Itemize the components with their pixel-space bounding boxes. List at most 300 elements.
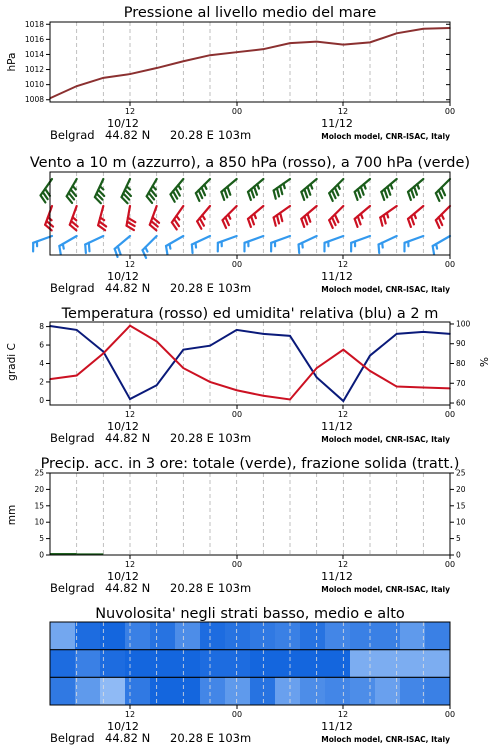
wind-700-barb-feather xyxy=(442,187,446,195)
cloud-cell-basso xyxy=(225,677,251,705)
temp-rh-xtick-label: 00 xyxy=(444,410,456,419)
wind-850-barb-half-feather xyxy=(228,214,230,218)
wind-700-barb-feather xyxy=(274,190,276,198)
wind-10m-barb-feather xyxy=(166,246,167,254)
humidity-point xyxy=(129,398,131,400)
wind-850-barb-feather xyxy=(384,215,386,223)
cloud-cell-medio xyxy=(250,650,276,678)
wind-850-barb xyxy=(301,206,316,227)
wind-10m-barb xyxy=(433,236,450,254)
wind-850-barb-feather xyxy=(436,220,440,228)
cloud-cell-alto xyxy=(350,622,376,650)
cloud-cell-basso xyxy=(200,677,226,705)
wind-700-barb-half-feather xyxy=(153,186,156,190)
wind-850-barb-half-feather xyxy=(442,214,444,218)
wind-10m-barb-feather xyxy=(192,244,193,253)
cloud-cell-alto xyxy=(175,622,201,650)
wind-10m-barb-feather xyxy=(379,244,380,253)
wind-850-barb xyxy=(223,206,237,228)
wind-700-barb-feather xyxy=(439,190,443,198)
temp-rh-credit: Moloch model, CNR-ISAC, Italy xyxy=(321,435,450,444)
wind-title: Vento a 10 m (azzurro), a 850 hPa (rosso), a 700 hPa (verde) xyxy=(29,155,471,171)
humidity-point xyxy=(396,333,398,335)
wind-700-barb-feather xyxy=(408,192,411,200)
humidity-point xyxy=(183,349,185,351)
pressure-xtick-label: 00 xyxy=(231,107,243,116)
wind-700-barb-feather xyxy=(221,192,224,200)
cloud-cell-medio xyxy=(175,650,201,678)
wind-850-barb-feather xyxy=(355,219,358,227)
humidity-point xyxy=(289,335,291,337)
precip-right-ytick-label: 20 xyxy=(456,484,466,494)
wind-credit: Moloch model, CNR-ISAC, Italy xyxy=(321,285,450,294)
rh-ylabel: % xyxy=(479,357,491,367)
wind-700-barb xyxy=(248,179,263,200)
pressure-xtick-label: 12 xyxy=(124,107,136,116)
wind-700-barb-feather xyxy=(411,189,414,197)
wind-10m-barb-half-feather xyxy=(302,243,303,248)
cloud-cell-medio xyxy=(200,650,226,678)
temperature-point xyxy=(209,381,211,383)
cloud-cell-basso xyxy=(275,677,301,705)
pressure-xtick-label: 12 xyxy=(337,107,349,116)
wind-700-barb-feather xyxy=(196,193,200,201)
temperature-point xyxy=(369,370,371,372)
precip-lat: 44.82 N xyxy=(105,581,151,595)
wind-10m-barb xyxy=(351,236,370,251)
cloud-cell-medio xyxy=(275,650,301,678)
cloud-cell-alto xyxy=(100,622,126,650)
clouds-elev: 103m xyxy=(218,731,252,745)
wind-850-barb-feather xyxy=(380,217,382,225)
pressure-point xyxy=(396,33,398,35)
humidity-point xyxy=(209,345,211,347)
precip-credit: Moloch model, CNR-ISAC, Italy xyxy=(321,585,450,594)
pressure-title: Pressione al livello medio del mare xyxy=(123,5,377,21)
temperature-point xyxy=(263,395,265,397)
wind-700-barb xyxy=(147,179,157,203)
pressure-date-label: 10/12 xyxy=(107,117,139,130)
wind-10m-barb xyxy=(379,236,397,253)
precip-ytick-label: 10 xyxy=(34,517,44,527)
humidity-point xyxy=(76,329,78,331)
temp-rh-date-label: 10/12 xyxy=(107,420,139,433)
wind-850-barb-half-feather xyxy=(387,213,388,218)
wind-700-barb xyxy=(122,179,131,203)
cloud-cell-basso xyxy=(50,677,76,705)
precip-right-ytick-label: 10 xyxy=(456,517,466,527)
wind-850-barb xyxy=(248,206,263,227)
pressure-point xyxy=(156,67,158,69)
pressure-ytick-label: 1012 xyxy=(24,65,44,75)
wind-xtick-label: 12 xyxy=(337,260,349,269)
cloud-cell-medio xyxy=(150,650,176,678)
clouds-lon: 20.28 E xyxy=(170,731,214,745)
wind-850-barb-feather xyxy=(128,218,135,222)
pressure-ytick-label: 1008 xyxy=(24,95,44,105)
humidity-point xyxy=(369,355,371,357)
temp-rh-xtick-label: 00 xyxy=(231,410,243,419)
wind-850-barb-feather xyxy=(408,219,411,227)
wind-850-barb xyxy=(436,206,450,228)
wind-700-barb-half-feather xyxy=(391,184,393,188)
wind-10m-barb-feather xyxy=(118,246,121,254)
temp-ytick-label: 2 xyxy=(39,377,44,387)
temperature-point xyxy=(289,399,291,401)
wind-700-barb xyxy=(196,179,210,201)
clouds-title: Nuvolosita' negli strati basso, medio e alto xyxy=(95,606,405,622)
cloud-cell-basso xyxy=(125,677,151,705)
wind-850-barb-feather xyxy=(301,219,304,227)
wind-10m-barb xyxy=(33,236,52,251)
precip-ytick-label: 5 xyxy=(39,534,44,544)
cloud-cell-basso xyxy=(350,677,376,705)
precip-date-label: 10/12 xyxy=(107,570,139,583)
wind-700-barb xyxy=(408,179,423,200)
wind-700-barb-half-feather xyxy=(417,184,419,188)
precip-ylabel: mm xyxy=(6,504,18,526)
wind-850-barb-feather xyxy=(274,217,276,225)
pressure-line xyxy=(50,28,450,98)
wind-700-barb-half-feather xyxy=(338,185,340,189)
temperature-point xyxy=(343,349,345,351)
wind-700-barb-feather xyxy=(224,189,227,197)
cloud-cell-basso xyxy=(175,677,201,705)
cloud-cell-alto xyxy=(150,622,176,650)
wind-10m-barb-half-feather xyxy=(145,247,147,251)
pressure-ytick-label: 1010 xyxy=(24,80,44,90)
temp-rh-lat: 44.82 N xyxy=(105,431,151,445)
wind-700-barb-half-feather xyxy=(73,186,76,190)
wind-10m-barb xyxy=(59,236,76,254)
wind-700-barb-feather xyxy=(358,189,361,197)
rh-ytick-label: 80 xyxy=(456,359,466,368)
wind-700-barb-half-feather xyxy=(178,185,180,189)
cloud-cell-medio xyxy=(400,650,426,678)
temperature-point xyxy=(76,375,78,377)
wind-850-barb xyxy=(355,206,370,227)
humidity-point xyxy=(103,351,105,353)
pressure-ylabel: hPa xyxy=(6,52,18,72)
cloud-cell-alto xyxy=(200,622,226,650)
humidity-point xyxy=(423,331,425,333)
cloud-cell-medio xyxy=(100,650,126,678)
pressure-city: Belgrad xyxy=(50,128,95,142)
clouds-xtick-label: 12 xyxy=(337,710,349,719)
wind-700-barb-feather xyxy=(384,189,387,197)
wind-700-barb-feather xyxy=(414,187,417,195)
wind-700-barb-half-feather xyxy=(204,185,206,189)
wind-10m-barb-half-feather xyxy=(436,244,437,249)
cloud-cell-alto xyxy=(75,622,101,650)
precip-xtick-label: 00 xyxy=(231,560,243,569)
clouds-xtick-label: 12 xyxy=(124,710,136,719)
wind-city: Belgrad xyxy=(50,281,95,295)
wind-700-barb xyxy=(381,179,396,200)
cloud-cell-medio xyxy=(350,650,376,678)
pressure-credit: Moloch model, CNR-ISAC, Italy xyxy=(321,132,450,141)
wind-850-barb-feather xyxy=(307,214,310,222)
temp-ytick-label: 6 xyxy=(39,340,44,350)
wind-10m-barb xyxy=(324,236,343,251)
pressure-ytick-label: 1018 xyxy=(24,19,44,29)
pressure-lon: 20.28 E xyxy=(170,128,214,142)
wind-850-barb-feather xyxy=(280,213,282,221)
precip-ytick-label: 15 xyxy=(34,501,44,511)
pressure-point xyxy=(369,42,371,44)
temperature-point xyxy=(103,353,105,355)
rh-ytick-label: 100 xyxy=(456,319,471,329)
wind-10m-barb xyxy=(166,236,183,254)
wind-700-barb-half-feather xyxy=(311,184,313,188)
wind-700-barb-feather xyxy=(301,192,304,200)
cloud-cell-basso xyxy=(325,677,351,705)
wind-850-barb-feather xyxy=(248,219,251,227)
temp-rh-elev: 103m xyxy=(218,431,252,445)
wind-850-barb-feather xyxy=(411,216,414,224)
temp-ytick-label: 8 xyxy=(39,322,44,332)
wind-10m-barb xyxy=(271,236,290,251)
wind-850-barb-feather xyxy=(197,221,201,228)
wind-850-barb-half-feather xyxy=(176,216,179,220)
pressure-date-label: 11/12 xyxy=(321,117,353,130)
temperature-point xyxy=(236,389,238,391)
pressure-point xyxy=(209,54,211,56)
temp-rh-city: Belgrad xyxy=(50,431,95,445)
wind-700-barb-feather xyxy=(227,187,230,195)
wind-10m-barb xyxy=(85,236,103,253)
wind-700-barb-feather xyxy=(277,188,279,196)
pressure-ytick-label: 1016 xyxy=(24,34,44,44)
wind-10m-barb-feather xyxy=(115,249,118,257)
wind-850-barb-feather xyxy=(200,218,204,225)
pressure-point xyxy=(423,28,425,30)
rh-ytick-label: 90 xyxy=(456,339,466,349)
humidity-point xyxy=(263,333,265,335)
wind-850-barb-half-feather xyxy=(361,214,363,218)
wind-850-barb-feather xyxy=(332,217,336,225)
cloud-cell-alto xyxy=(325,622,351,650)
pressure-point xyxy=(103,77,105,79)
temperature-point xyxy=(316,367,318,369)
humidity-point xyxy=(343,400,345,402)
cloud-cell-basso xyxy=(100,677,126,705)
wind-850-barb-feather xyxy=(439,217,443,225)
precip-frame xyxy=(50,473,450,555)
wind-850-barb xyxy=(197,206,210,229)
temp-ytick-label: 4 xyxy=(39,359,44,368)
wind-700-barb-feather xyxy=(381,192,384,200)
wind-850-barb-half-feather xyxy=(73,217,77,220)
wind-850-barb-feather xyxy=(335,214,339,222)
wind-850-barb-feather xyxy=(304,216,307,224)
wind-10m-barb-feather xyxy=(433,246,434,254)
rh-ytick-label: 70 xyxy=(456,378,466,388)
precip-elev: 103m xyxy=(218,581,252,595)
temperature-point xyxy=(396,386,398,388)
wind-700-barb xyxy=(95,179,104,203)
wind-700-barb-half-feather xyxy=(283,184,284,189)
temp-rh-title: Temperatura (rosso) ed umidita' relativa (blu) a 2 m xyxy=(61,306,439,322)
cloud-cell-medio xyxy=(125,650,151,678)
rh-ytick-label: 60 xyxy=(456,398,466,408)
temperature-point xyxy=(156,341,158,343)
wind-700-barb-feather xyxy=(199,190,203,198)
wind-lat: 44.82 N xyxy=(105,281,151,295)
pressure-lat: 44.82 N xyxy=(105,128,151,142)
wind-700-barb-half-feather xyxy=(100,186,103,189)
precip-right-ytick-label: 0 xyxy=(456,550,461,560)
pressure-elev: 103m xyxy=(218,128,252,142)
cloud-cell-basso xyxy=(250,677,276,705)
clouds-credit: Moloch model, CNR-ISAC, Italy xyxy=(321,735,450,744)
wind-10m-barb xyxy=(404,236,423,251)
cloud-cell-alto xyxy=(400,622,426,650)
cloud-cell-alto xyxy=(300,622,326,650)
wind-850-barb-feather xyxy=(329,220,333,228)
clouds-date-label: 10/12 xyxy=(107,720,139,733)
precip-right-ytick-label: 15 xyxy=(456,501,466,511)
wind-850-barb-half-feather xyxy=(254,214,256,218)
precip-xtick-label: 12 xyxy=(337,560,349,569)
pressure-frame xyxy=(50,22,450,102)
wind-date-label: 11/12 xyxy=(321,270,353,283)
cloud-cell-alto xyxy=(50,622,76,650)
clouds-xtick-label: 00 xyxy=(231,710,243,719)
temperature-point xyxy=(183,367,185,369)
temperature-point xyxy=(129,325,131,327)
pressure-point xyxy=(236,51,238,53)
wind-700-barb xyxy=(436,179,450,201)
wind-850-barb xyxy=(98,206,106,230)
clouds-date-label: 11/12 xyxy=(321,720,353,733)
wind-700-barb-feather xyxy=(335,187,339,195)
wind-700-barb-half-feather xyxy=(364,184,366,188)
temp-rh-xtick-label: 12 xyxy=(337,410,349,419)
wind-700-barb-feather xyxy=(173,191,177,198)
wind-850-barb xyxy=(329,206,343,228)
wind-date-label: 10/12 xyxy=(107,270,139,283)
wind-10m-barb-feather xyxy=(85,244,86,253)
precip-right-ytick-label: 5 xyxy=(456,534,461,544)
wind-700-barb-half-feather xyxy=(127,186,130,189)
wind-700-barb-feather xyxy=(170,194,174,201)
wind-10m-barb-half-feather xyxy=(169,244,170,249)
wind-700-barb-feather xyxy=(280,186,282,194)
wind-lon: 20.28 E xyxy=(170,281,214,295)
wind-850-barb-feather xyxy=(277,215,279,223)
cloud-cell-basso xyxy=(150,677,176,705)
precip-date-label: 11/12 xyxy=(321,570,353,583)
wind-700-barb xyxy=(355,179,370,200)
cloud-cell-medio xyxy=(50,650,76,678)
wind-10m-barb-half-feather xyxy=(63,244,64,249)
cloud-cell-medio xyxy=(75,650,101,678)
wind-850-barb xyxy=(408,206,423,227)
wind-850-barb xyxy=(70,206,78,230)
wind-10m-barb xyxy=(244,236,263,251)
pressure-xtick-label: 00 xyxy=(444,107,456,116)
wind-xtick-label: 00 xyxy=(444,260,456,269)
wind-850-barb-feather xyxy=(127,222,134,226)
pressure-point xyxy=(289,42,291,44)
wind-10m-barb-half-feather xyxy=(195,243,196,248)
wind-700-barb-feather xyxy=(332,190,336,198)
wind-700-barb-feather xyxy=(307,187,310,195)
temp-rh-date-label: 11/12 xyxy=(321,420,353,433)
clouds-lat: 44.82 N xyxy=(105,731,151,745)
pressure-point xyxy=(343,44,345,46)
wind-10m-barb xyxy=(115,236,130,257)
wind-850-barb-feather xyxy=(225,217,229,225)
cloud-cell-basso xyxy=(300,677,326,705)
cloud-cell-medio xyxy=(225,650,251,678)
humidity-point xyxy=(236,329,238,331)
cloud-cell-basso xyxy=(75,677,101,705)
clouds-city: Belgrad xyxy=(50,731,95,745)
cloud-cell-basso xyxy=(425,677,451,705)
wind-850-barb xyxy=(380,206,396,226)
precip-right-ytick-label: 25 xyxy=(456,468,466,478)
wind-700-barb-feather xyxy=(248,192,251,200)
temp-rh-xtick-label: 12 xyxy=(124,410,136,419)
pressure-point xyxy=(76,85,78,87)
cloud-cell-alto xyxy=(275,622,301,650)
precip-xtick-label: 12 xyxy=(124,560,136,569)
wind-10m-barb-feather xyxy=(89,243,90,252)
precip-title: Precip. acc. in 3 ore: totale (verde), frazione solida (tratt.) xyxy=(40,456,460,472)
wind-700-barb-feather xyxy=(361,187,364,195)
cloud-cell-alto xyxy=(425,622,451,650)
wind-850-barb-feather xyxy=(223,220,227,228)
pressure-point xyxy=(129,73,131,75)
cloud-cell-medio xyxy=(325,650,351,678)
wind-700-barb-feather xyxy=(387,187,390,195)
precip-city: Belgrad xyxy=(50,581,95,595)
wind-700-barb-half-feather xyxy=(257,184,259,188)
wind-850-barb-feather xyxy=(251,216,254,224)
temp-rh-lon: 20.28 E xyxy=(170,431,214,445)
wind-700-barb xyxy=(329,179,343,201)
wind-850-barb xyxy=(274,206,290,226)
wind-700-barb xyxy=(274,179,290,199)
pressure-point xyxy=(263,48,265,50)
cloud-cell-alto xyxy=(125,622,151,650)
wind-700-barb xyxy=(67,179,77,203)
wind-10m-barb-feather xyxy=(299,244,300,253)
cloud-cell-alto xyxy=(225,622,251,650)
wind-700-barb-feather xyxy=(436,193,440,201)
wind-10m-barb-feather xyxy=(59,246,60,254)
precip-xtick-label: 00 xyxy=(444,560,456,569)
pressure-point xyxy=(183,60,185,62)
wind-700-barb-feather xyxy=(304,189,307,197)
wind-10m-barb xyxy=(218,236,237,251)
wind-700-barb-feather xyxy=(176,188,180,195)
wind-elev: 103m xyxy=(218,281,252,295)
cloud-cell-medio xyxy=(300,650,326,678)
humidity-line xyxy=(50,326,450,401)
precip-ytick-label: 20 xyxy=(34,484,44,494)
pressure-ytick-label: 1014 xyxy=(24,49,44,59)
wind-850-barb-feather xyxy=(358,216,361,224)
wind-850-barb-half-feather xyxy=(202,215,204,219)
temp-ytick-label: 0 xyxy=(39,395,44,405)
pressure-point xyxy=(316,41,318,43)
wind-700-barb-feather xyxy=(202,187,206,195)
clouds-xtick-label: 00 xyxy=(444,710,456,719)
wind-xtick-label: 12 xyxy=(124,260,136,269)
